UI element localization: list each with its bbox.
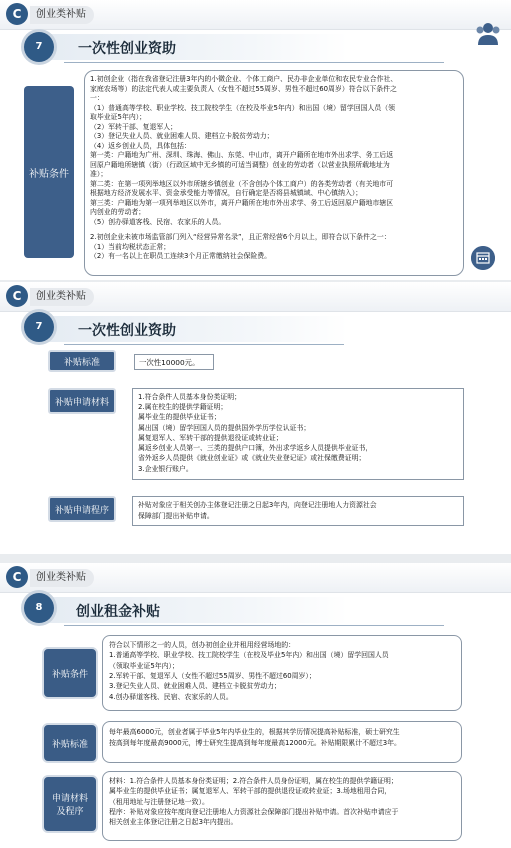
materials-line: 2.属在校生的提供学籍证明； (138, 403, 228, 412)
conditions-line: 第三类：户籍地为第一项列举地区以外市，离开户籍所在地市外出求学、务工后返回原户籍地市辖区 (90, 198, 394, 207)
header-label: 创业类补贴 (30, 569, 94, 587)
section-title: 一次性创业资助 (78, 323, 176, 339)
materials-label-line: 及程序 (56, 807, 84, 817)
procedure-label: 补贴申请程序 (48, 496, 116, 522)
conditions-label: 补贴条件 (42, 647, 98, 699)
circle-c-icon: C (6, 3, 28, 25)
materials-line: 属出国（境）留学回国人员的提供国外学历学位认证书； (138, 423, 311, 432)
header-label: 创业类补贴 (30, 288, 94, 306)
materials-line: 相关创业主体登记注册之日起3年内提出。 (109, 818, 238, 827)
conditions-line: （2）军转干部、复退军人； (90, 122, 178, 131)
materials-label: 补贴申请材料 (48, 388, 116, 414)
materials-line: 1.符合条件人员基本身份类证明； (138, 393, 242, 401)
materials-line: 属毕业生的提供毕业证书； (138, 413, 221, 422)
section-title: 一次性创业资助 (78, 41, 176, 57)
conditions-content (102, 635, 462, 711)
conditions-label: 补贴条件 (24, 86, 74, 258)
conditions-line: 2.初创企业未被市场监管部门列入“经营异常名录”，且正常经营6个月以上，即符合以下条件之一： (90, 233, 391, 242)
materials-line: 属复退军人、军转干部的提供退役证或转业证； (138, 433, 283, 442)
standard-label: 补贴标准 (48, 350, 116, 372)
conditions-line: 准）； (90, 170, 108, 179)
procedure-line: 保障部门提出补贴申请。 (138, 511, 214, 520)
section-number: 7 (24, 32, 54, 62)
materials-line: 属返乡创业人员第一、三类的提供户口簿，外出求学返乡人员提供毕业证书， (138, 444, 373, 453)
materials-line: （租用地址与注册登记地一致）。 (109, 797, 209, 806)
standard-label: 补贴标准 (42, 723, 98, 763)
procedure-content (132, 496, 464, 526)
conditions-line: 取毕业证5年内）； (90, 113, 147, 122)
slide-header-bar (0, 0, 511, 30)
slide-header-bar (0, 282, 511, 312)
section-title: 创业租金补贴 (76, 604, 160, 620)
conditions-line: 4.创办驿道客栈、民宿、农家乐的人员。 (109, 692, 233, 701)
title-bar (28, 316, 348, 342)
materials-label-line: 申请材料 (51, 794, 88, 804)
slide-rent-subsidy (0, 563, 511, 848)
conditions-line: （2）有一名以上在职员工连续3个月正常缴纳社会保险费。 (90, 252, 272, 261)
slide-header-bar (0, 563, 511, 593)
title-underline (64, 62, 444, 63)
conditions-line: 根据地方经济发展水平、资金承受能力等情况，自行确定是否将县城镇域、中心镇纳入）； (90, 189, 363, 198)
conditions-line: 第一类：户籍地为广州、深圳、珠海、佛山、东莞、中山市，离开户籍所在地市外出求学、务工后返 (90, 151, 394, 160)
title-underline (64, 625, 444, 626)
conditions-line: 第二类：在第一项列举地区以外市所辖乡镇创业（不含创办个体工商户）的各类劳动者（有关地市可 (90, 179, 394, 188)
conditions-line: 3.登记失业人员、就业困难人员、建档立卡脱贫劳动力； (109, 682, 281, 691)
conditions-line: 一： (90, 94, 104, 103)
materials-line: 省外返乡人员提供《就业创业证》或《就业失业登记证》或社保缴费证明； (138, 454, 366, 463)
circle-c-icon: C (6, 566, 28, 588)
standard-line: 每年最高6000元，创业者属于毕业5年内毕业生的，根据其学历情况提高补贴标准，硕士研究生 (109, 728, 400, 736)
conditions-line: （4）返乡创业人员，具体包括： (90, 141, 191, 150)
section-number: 7 (24, 312, 54, 342)
title-bar (28, 34, 348, 60)
conditions-line: （1）普通高等学校、职业学校、技工院校学生（在校及毕业5年内）和出国（境）留学回国人员（领 (90, 103, 396, 112)
materials-line: 3.企业银行账户。 (138, 464, 193, 473)
conditions-line: 2.军转干部、复退军人（女性不超过55周岁、男性不超过60周岁）； (109, 672, 316, 681)
materials-content (102, 771, 462, 841)
slide-divider (0, 554, 511, 563)
materials-line: 材料：1.符合条件人员基本身份类证明；2.符合条件人员身份证明，属在校生的提供学籍证明； (109, 777, 398, 785)
conditions-line: 家庭农场等）的法定代表人或主要负责人（女性不超过55周岁、男性不超过60周岁）符合以下条件之 (90, 84, 397, 93)
conditions-line: 回原户籍地所辖镇（街）（行政区域中无乡镇的可适当调整）创业的劳动者（以营业执照所载地址为 (90, 160, 390, 169)
standard-line: 按高到每年度最高9000元，博士研究生提高到每年度最高12000元。补贴期限累计不超过3年。 (109, 739, 401, 748)
title-underline (64, 344, 344, 345)
people-icon (473, 18, 503, 48)
conditions-line: 1.初创企业（指在我省登记注册3年内的小微企业、个体工商户、民办非企业单位和农民专业合作社、 (90, 75, 398, 83)
slide-one-time-grant-standards (0, 282, 511, 554)
slide-one-time-grant-conditions (0, 0, 511, 280)
conditions-line: （领取毕业证5年内）； (109, 661, 179, 670)
header-label: 创业类补贴 (30, 6, 94, 24)
conditions-line: （3）登记失业人员、就业困难人员、建档立卡脱贫劳动力； (90, 132, 274, 141)
standard-value: 一次性10000元。 (134, 354, 214, 370)
conditions-content (84, 70, 464, 276)
materials-line: 程序：补贴对象应按年度向登记注册地人力资源社会保障部门提出补贴申请。首次补贴申请应于 (109, 808, 399, 817)
conditions-line: 内创业的劳动者； (90, 208, 146, 217)
materials-content (132, 388, 464, 480)
materials-line: 属毕业生的提供毕业证书；属复退军人、军转干部的提供退役证或转业证；3.场地租用合同， (109, 787, 392, 796)
section-number: 8 (24, 593, 54, 623)
procedure-line: 补贴对象应于相关创办主体登记注册之日起3年内，向登记注册地人力资源社会 (138, 501, 377, 509)
materials-label (42, 775, 98, 833)
conditions-line: （1）当前均税状态正常； (90, 242, 171, 251)
calendar-icon (471, 246, 495, 270)
standard-content (102, 721, 462, 763)
conditions-line: 符合以下情形之一的人员，创办初创企业并租用经营场地的： (109, 641, 296, 649)
circle-c-icon: C (6, 285, 28, 307)
conditions-line: （5）创办驿道客栈、民宿、农家乐的人员。 (90, 217, 226, 226)
conditions-line: 1.普通高等学校、职业学校、技工院校学生（在校及毕业5年内）和出国（境）留学回国人员 (109, 651, 389, 660)
